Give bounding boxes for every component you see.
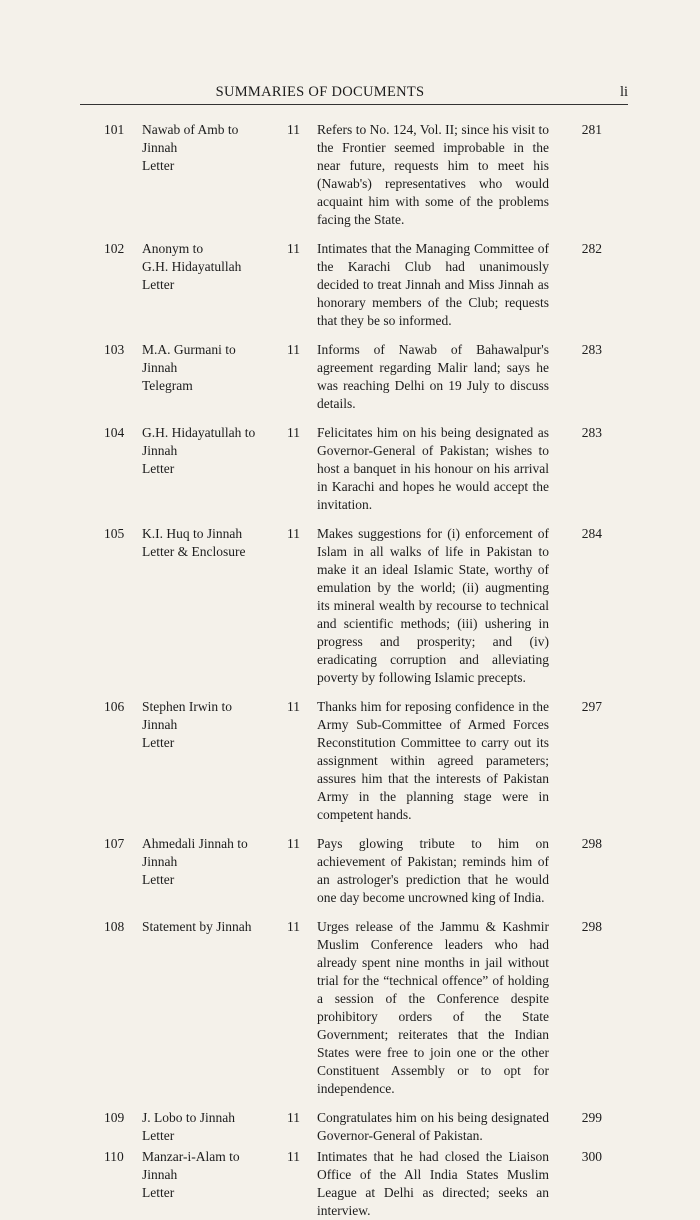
page-reference: 298 — [581, 836, 602, 851]
summary-entry — [0, 1109, 700, 1145]
document-summary: Intimates that he had closed the Liaison Office of the All India States Muslim League at Delhi as directed; seeks an interview. — [317, 1149, 549, 1218]
document-number: 104 — [104, 425, 125, 440]
summary-entry — [0, 341, 700, 413]
summary-entry — [0, 525, 700, 687]
document-date: 11 — [287, 526, 300, 541]
document-from-line: Jinnah — [142, 443, 178, 458]
document-from — [142, 121, 277, 175]
document-number: 110 — [104, 1149, 124, 1164]
document-summary: Refers to No. 124, Vol. II; since his visit to the Frontier seemed improbable in the near future, requests him to meet his (Nawab's) representatives who would acquaint him with some of the problems facing the State. — [317, 122, 549, 227]
document-from-line: Nawab of Amb to — [142, 122, 239, 137]
page-reference: 282 — [581, 241, 602, 256]
document-from-line: Letter — [142, 872, 175, 887]
document-summary: Thanks him for reposing confidence in the Army Sub-Committee of Armed Forces Reconstitution Committee to carry out its assignment within agreed parameters; assures him that the interests of Pakistan Army in the planning stage were in competent hands. — [317, 699, 549, 822]
document-summary: Felicitates him on his being designated as Governor-General of Pakistan; wishes to host a banquet in his honour on his arrival in Karachi and hopes he would accept the invitation. — [317, 425, 549, 512]
document-from-line: Stephen Irwin to — [142, 699, 232, 714]
document-date: 11 — [287, 1110, 300, 1125]
document-date: 11 — [287, 699, 300, 714]
page-reference: 300 — [581, 1149, 602, 1164]
document-from-line: Anonym to — [142, 241, 204, 256]
document-from-line: Letter — [142, 158, 175, 173]
document-from-line: Jinnah — [142, 717, 178, 732]
page-reference: 284 — [581, 526, 602, 541]
summary-entry — [0, 835, 700, 907]
summary-entry — [0, 698, 700, 824]
document-date: 11 — [287, 241, 300, 256]
document-from — [142, 525, 277, 561]
document-number: 107 — [104, 836, 125, 851]
document-from-line: Jinnah — [142, 360, 178, 375]
document-from-line: J. Lobo to Jinnah — [142, 1110, 235, 1125]
document-summary: Congratulates him on his being designated Governor-General of Pakistan. — [317, 1110, 549, 1143]
summary-entry — [0, 1148, 700, 1220]
summary-entry — [0, 918, 700, 1098]
page-reference: 298 — [581, 919, 602, 934]
document-from-line: Ahmedali Jinnah to — [142, 836, 248, 851]
document-from-line: Letter — [142, 735, 175, 750]
summary-entry — [0, 240, 700, 330]
summary-entry — [0, 424, 700, 514]
summary-entry — [0, 121, 700, 229]
page-reference: 283 — [581, 425, 602, 440]
document-summary: Pays glowing tribute to him on achievement of Pakistan; reminds him of an astrologer's prediction that he would one day become uncrowned king of India. — [317, 836, 549, 905]
document-from-line: Letter — [142, 1128, 175, 1143]
document-from-line: Telegram — [142, 378, 193, 393]
document-from-line: Letter — [142, 277, 175, 292]
document-from — [142, 1148, 277, 1202]
document-date: 11 — [287, 1149, 300, 1164]
header-title: SUMMARIES OF DOCUMENTS — [215, 84, 425, 100]
document-date: 11 — [287, 425, 300, 440]
document-from-line: Manzar-i-Alam to — [142, 1149, 240, 1164]
document-summary: Intimates that the Managing Committee of the Karachi Club had unanimously decided to treat Jinnah and Miss Jinnah as honorary members of the Club; requests that they be so informed. — [317, 241, 549, 328]
document-number: 102 — [104, 241, 125, 256]
document-from — [142, 424, 277, 478]
document-from — [142, 240, 277, 294]
document-date: 11 — [287, 342, 300, 357]
document-from-line: G.H. Hidayatullah to — [142, 425, 256, 440]
page-reference: 299 — [581, 1110, 602, 1125]
document-number: 103 — [104, 342, 125, 357]
header-page-number: li — [619, 84, 628, 100]
document-number: 108 — [104, 919, 125, 934]
page-reference: 283 — [581, 342, 602, 357]
document-from-line: K.I. Huq to Jinnah — [142, 526, 243, 541]
document-number: 106 — [104, 699, 125, 714]
document-date: 11 — [287, 836, 300, 851]
document-summary: Urges release of the Jammu & Kashmir Muslim Conference leaders who had already spent nine months in jail without trial for the “technical offence” of holding a session of the Conference despite prohibitory orders of the State Government; reiterates that the Indian States were free to join one or the other Constituent Assembly or to opt for independence. — [317, 919, 549, 1096]
document-from-line: M.A. Gurmani to — [142, 342, 236, 357]
document-from-line: G.H. Hidayatullah — [142, 259, 242, 274]
document-number: 101 — [104, 122, 125, 137]
document-date: 11 — [287, 122, 300, 137]
document-summary: Makes suggestions for (i) enforcement of Islam in all walks of life in Pakistan to make it an ideal Islamic State, worthy of emulation by the world; (ii) augmenting its mineral wealth by recourse to technical and scientific methods; (iii) ushering in progress and prosperity; and (iv) eradicating corruption and alleviating poverty by following Islamic precepts. — [317, 526, 549, 685]
document-from — [142, 835, 277, 889]
document-number: 105 — [104, 526, 125, 541]
page-reference: 281 — [581, 122, 602, 137]
document-from-line: Statement by Jinnah — [142, 919, 252, 934]
document-from — [142, 918, 277, 936]
document-from-line: Jinnah — [142, 140, 178, 155]
document-from — [142, 1109, 277, 1145]
document-summaries-list — [0, 121, 700, 1220]
document-date: 11 — [287, 919, 300, 934]
document-from-line: Jinnah — [142, 1167, 178, 1182]
running-header — [80, 84, 628, 104]
document-from — [142, 341, 277, 395]
document-from-line: Letter — [142, 461, 175, 476]
document-from-line: Letter — [142, 1185, 175, 1200]
header-rule — [80, 104, 628, 105]
document-number: 109 — [104, 1110, 125, 1125]
document-summary: Informs of Nawab of Bahawalpur's agreement regarding Malir land; says he was reaching Delhi on 19 July to discuss details. — [317, 342, 549, 411]
document-from-line: Jinnah — [142, 854, 178, 869]
page-reference: 297 — [581, 699, 602, 714]
document-from-line: Letter & Enclosure — [142, 544, 246, 559]
document-from — [142, 698, 277, 752]
